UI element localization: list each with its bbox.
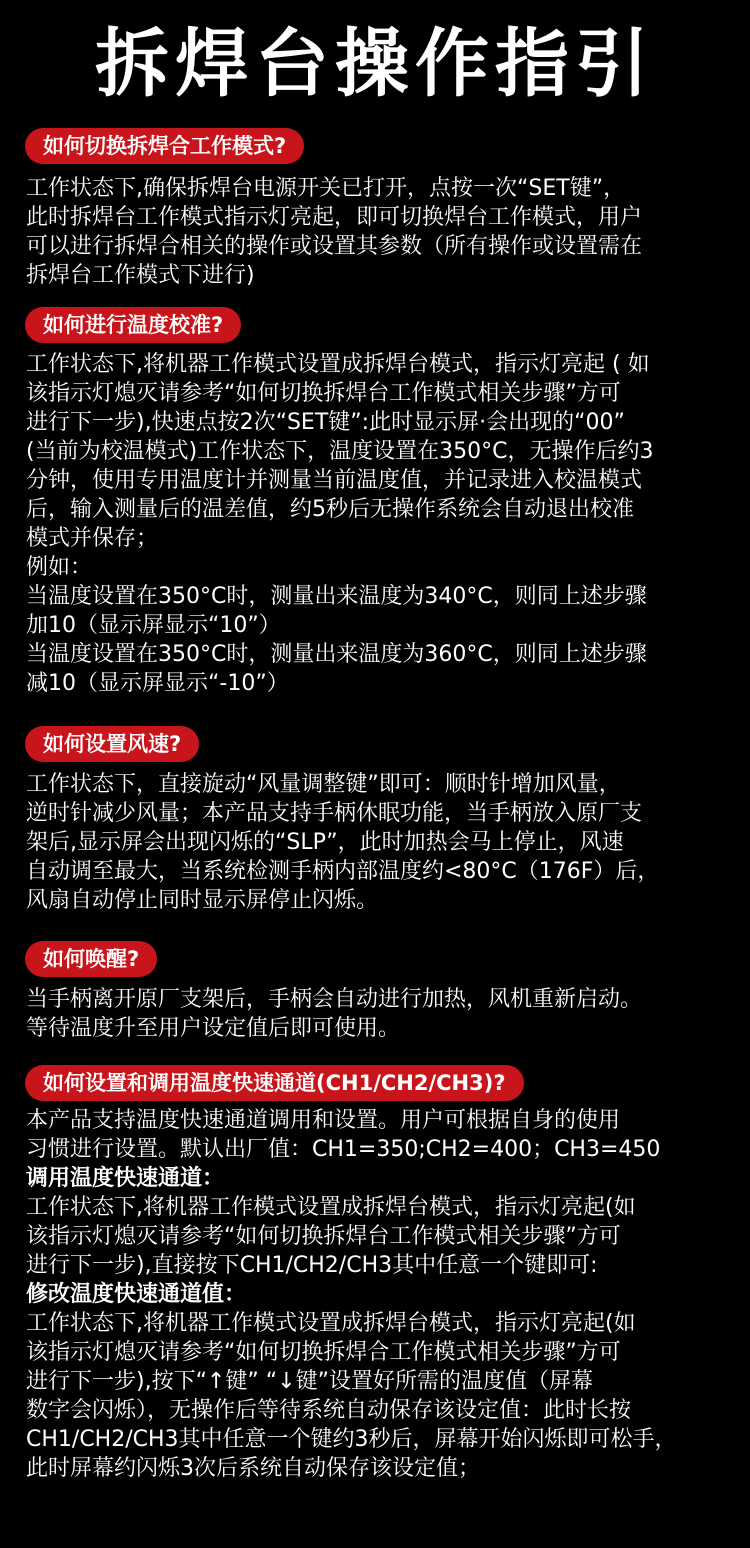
body-line: 进行下一步),直接按下CH1/CH2/CH3其中任意一个键即可: [26, 1253, 598, 1278]
body-line: 工作状态下,将机器工作模式设置成拆焊台模式，指示灯亮起(如 [26, 1195, 636, 1220]
body-line: 例如： [26, 555, 93, 580]
body-line: 该指示灯熄灭请参考“如何切换拆焊合工作模式相关步骤”方可 [26, 1340, 621, 1365]
section-body-fan-speed [26, 770, 736, 915]
body-line: 工作状态下,将机器工作模式设置成拆焊台模式，指示灯亮起 ( 如 [26, 352, 650, 377]
section-heading-temperature-calibration: 如何进行温度校准? [25, 307, 241, 343]
body-line: 风扇自动停止同时显示屏停止闪烁。 [26, 888, 379, 913]
body-line: 此时屏幕约闪烁3次后系统自动保存该设定值； [26, 1456, 480, 1481]
body-line: 该指示灯熄灭请参考“如何切换拆焊台工作模式相关步骤”方可 [26, 1224, 621, 1249]
section-body-temperature-calibration [26, 350, 736, 698]
body-line: 该指示灯熄灭请参考“如何切换拆焊台工作模式相关步骤”方可 [26, 381, 621, 406]
body-line: 自动调至最大，当系统检测手柄内部温度约<80°C（176F）后， [26, 859, 660, 884]
body-line: 逆时针减少风量；本产品支持手柄休眠功能，当手柄放入原厂支 [26, 801, 643, 826]
subheading-modify-channel: 修改温度快速通道值： [26, 1282, 247, 1307]
subheading-call-channel: 调用温度快速通道： [26, 1166, 225, 1191]
body-line: 架后,显示屏会出现闪烁的“SLP”，此时加热会马上停止，风速 [26, 830, 624, 855]
body-line: 数字会闪烁），无操作后等待系统自动保存该设定值：此时长按 [26, 1398, 632, 1423]
body-line: 加10（显示屏显示“10”） [26, 613, 281, 638]
section-wake-up [0, 941, 750, 1043]
body-line: 此时拆焊台工作模式指示灯亮起，即可切换焊台工作模式，用户 [26, 205, 643, 230]
body-line: 可以进行拆焊合相关的操作或设置其参数（所有操作或设置需在 [26, 234, 643, 259]
section-heading-temperature-channels: 如何设置和调用温度快速通道(CH1/CH2/CH3)? [25, 1065, 524, 1101]
body-line: 当手柄离开原厂支架后，手柄会自动进行加热，风机重新启动。 [26, 987, 643, 1012]
body-line: 工作状态下,确保拆焊台电源开关已打开，点按一次“SET键”， [26, 176, 626, 201]
body-line: 等待温度升至用户设定值后即可使用。 [26, 1016, 401, 1041]
body-line: 工作状态下,将机器工作模式设置成拆焊台模式，指示灯亮起(如 [26, 1311, 636, 1336]
body-line: 减10（显示屏显示“-10”） [26, 671, 289, 696]
section-heading-switch-mode: 如何切换拆焊合工作模式? [25, 128, 304, 164]
body-line: CH1/CH2/CH3其中任意一个键约3秒后，屏幕开始闪烁即可松手， [26, 1427, 677, 1452]
body-line: 进行下一步),快速点按2次“SET键”:此时显示屏·会出现的“00” [26, 410, 625, 435]
section-body-wake-up [26, 985, 736, 1043]
section-body-temperature-channels [26, 1106, 736, 1483]
body-line: 当温度设置在350°C时，测量出来温度为360°C，则同上述步骤 [26, 642, 647, 667]
section-body-switch-mode [26, 174, 736, 290]
body-line: 拆焊台工作模式下进行) [26, 263, 255, 288]
body-line: 当温度设置在350°C时，测量出来温度为340°C，则同上述步骤 [26, 584, 647, 609]
section-temperature-calibration [0, 307, 750, 698]
body-line: (当前为校温模式)工作状态下，温度设置在350°C，无操作后约3 [26, 439, 654, 464]
body-line: 习惯进行设置。默认出厂值：CH1=350;CH2=400；CH3=450 [26, 1137, 661, 1162]
body-line: 本产品支持温度快速通道调用和设置。用户可根据自身的使用 [26, 1108, 621, 1133]
body-line: 分钟，使用专用温度计并测量当前温度值，并记录进入校温模式 [26, 468, 643, 493]
body-line: 后，输入测量后的温差值，约5秒后无操作系统会自动退出校准 [26, 497, 634, 522]
section-fan-speed [0, 726, 750, 915]
page-title: 拆焊台操作指引 [95, 21, 655, 107]
section-heading-fan-speed: 如何设置风速? [25, 726, 199, 762]
body-line: 模式并保存； [26, 526, 159, 551]
body-line: 工作状态下，直接旋动“风量调整键”即可：顺时针增加风量， [26, 772, 621, 797]
section-temperature-channels [0, 1065, 750, 1483]
section-heading-wake-up: 如何唤醒? [25, 941, 157, 977]
body-line: 进行下一步),按下“↑键” “↓键”设置好所需的温度值（屏幕 [26, 1369, 594, 1394]
section-switch-mode [0, 128, 750, 290]
